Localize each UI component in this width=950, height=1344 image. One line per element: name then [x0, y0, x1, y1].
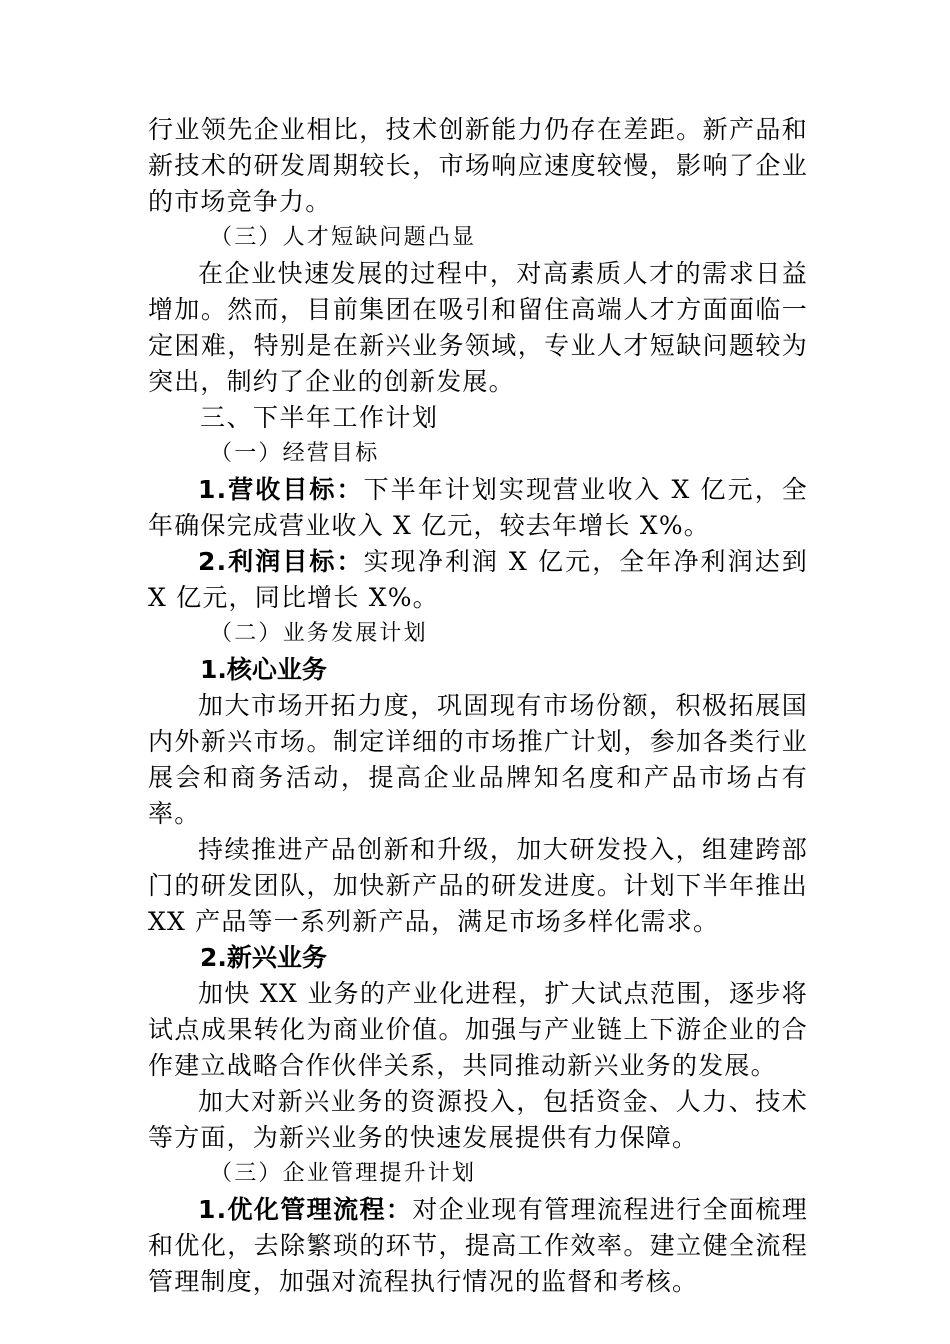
heading-second-half-plan: 三、下半年工作计划	[200, 403, 439, 432]
paragraph-tech-gap: 行业领先企业相比，技术创新能力仍存在差距。新产品和新技术的研发周期较长，市场响应速度较慢，影响了企业的市场竞争力。	[148, 115, 808, 216]
profit-goal-label: 2.利润目标：	[198, 547, 364, 576]
paragraph-resource-investment: 加大对新兴业务的资源投入，包括资金、人力、技术等方面，为新兴业务的快速发展提供有力保障。	[148, 1087, 808, 1152]
paragraph-product-innovation: 持续推进产品创新和升级，加大研发投入，组建跨部门的研发团队，加快新产品的研发进度。计划下半年推出 XX 产品等一系列新产品，满足市场多样化需求。	[148, 835, 808, 936]
heading-emerging-business: 2.新兴业务	[200, 943, 327, 972]
profit-goal-text: 实现净利润 X 亿元，全年净利润达到 X 亿元，同比增长 X%。	[148, 547, 809, 612]
heading-business-development: （二）业务发展计划	[210, 621, 428, 646]
paragraph-profit-goal	[148, 544, 808, 616]
paragraph-market-expansion: 加大市场开拓力度，巩固现有市场份额，积极拓展国内外新兴市场。制定详细的市场推广计划，参加各类行业展会和商务活动，提高企业品牌知名度和产品市场占有率。	[148, 691, 808, 828]
paragraph-industrialization: 加快 XX 业务的产业化进程，扩大试点范围，逐步将试点成果转化为商业价值。加强与产业链上下游企业的合作建立战略合作伙伴关系，共同推动新兴业务的发展。	[148, 979, 808, 1080]
paragraph-revenue-goal	[148, 472, 808, 544]
revenue-goal-label: 1.营收目标：	[198, 475, 364, 504]
heading-management-improvement: （三）企业管理提升计划	[210, 1161, 477, 1186]
process-optimization-text: 对企业现有管理流程进行全面梳理和优化，去除繁琐的环节，提高工作效率。建立健全流程管理制度，加强对流程执行情况的监督和考核。	[148, 1195, 808, 1296]
document-body	[148, 112, 808, 1300]
heading-talent-shortage: （三）人才短缺问题凸显	[210, 225, 477, 250]
revenue-goal-text: 下半年计划实现营业收入 X 亿元，全年确保完成营业收入 X 亿元，较去年增长 X%。	[148, 475, 809, 540]
process-optimization-label: 1.优化管理流程：	[198, 1195, 413, 1224]
paragraph-talent: 在企业快速发展的过程中，对高素质人才的需求日益增加。然而，目前集团在吸引和留住高端人才方面面临一定困难，特别是在新兴业务领域，专业人才短缺问题较为突出，制约了企业的创新发展。	[148, 259, 808, 396]
paragraph-process-optimization	[148, 1192, 808, 1300]
heading-business-goals: （一）经营目标	[210, 441, 380, 466]
heading-core-business: 1.核心业务	[200, 655, 327, 684]
